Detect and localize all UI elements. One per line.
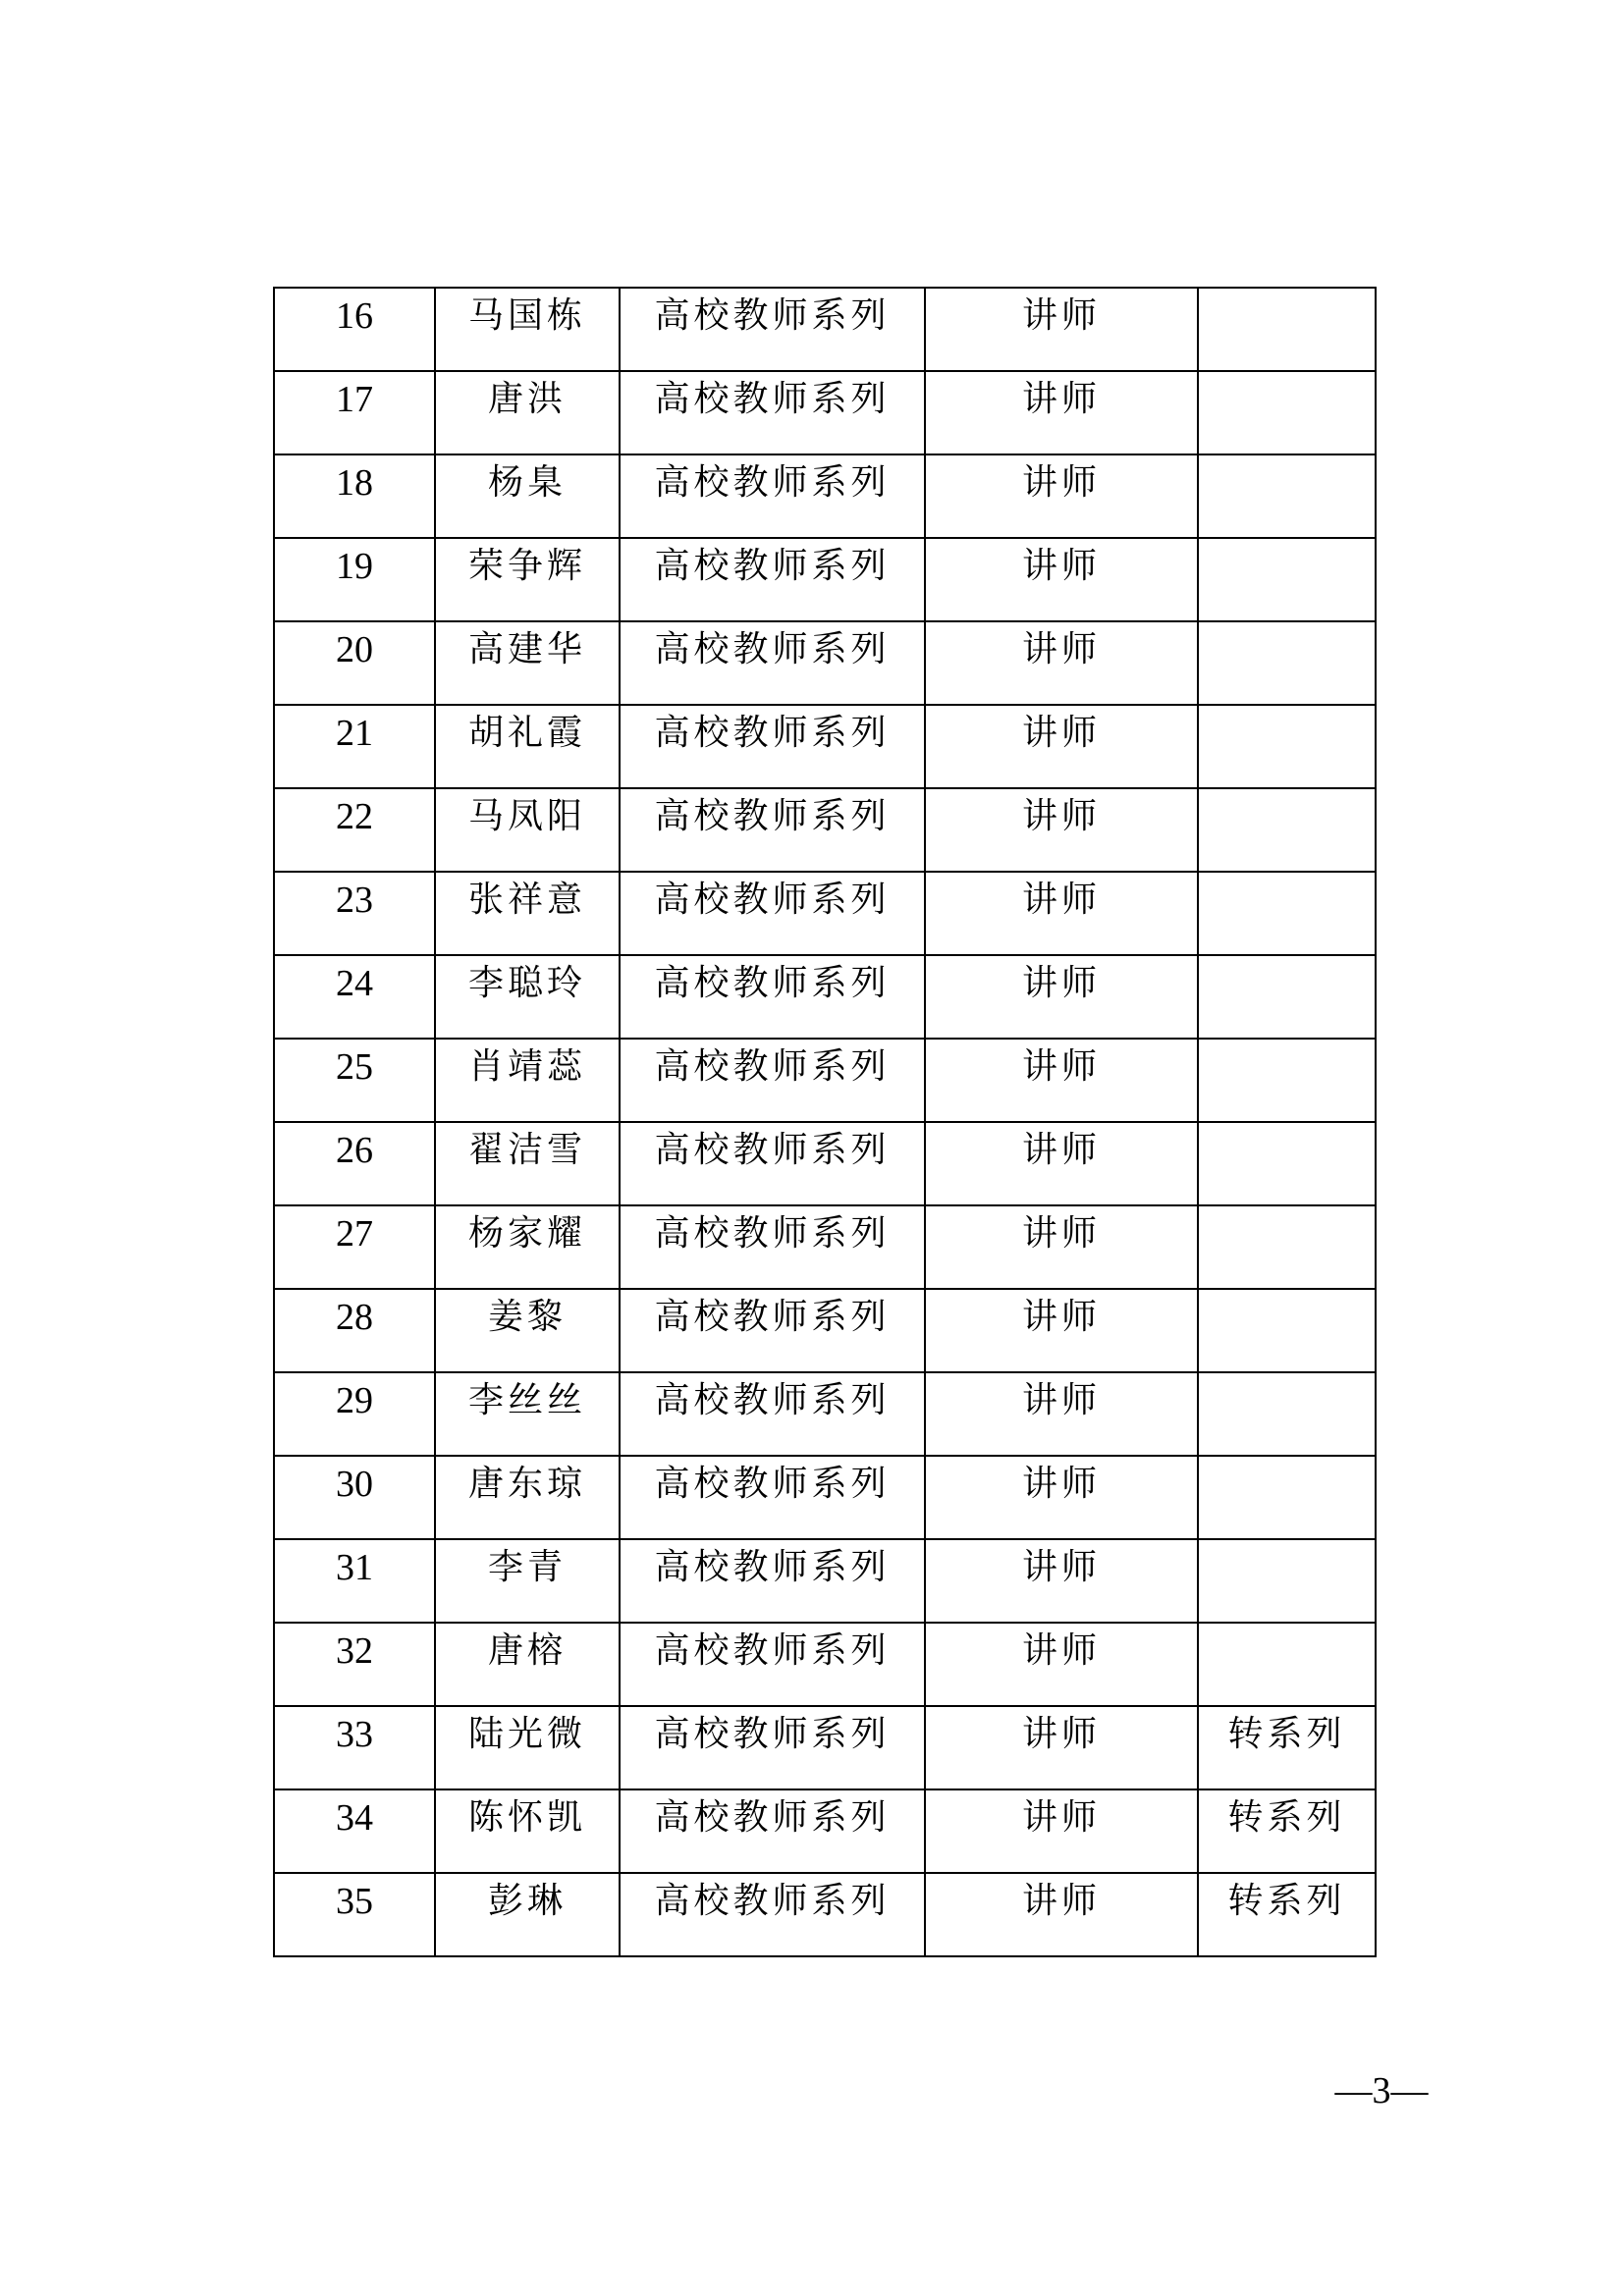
title-cell-text: 讲师 [1021,1380,1101,1420]
note-cell [1198,955,1376,1039]
title-cell [925,1122,1198,1205]
row-number-cell-text: 27 [336,1213,373,1255]
name-cell [435,371,620,454]
name-cell-text: 马国栋 [467,295,586,336]
table-row [274,1623,1376,1706]
series-cell [620,1623,925,1706]
series-cell [620,1372,925,1456]
series-cell-text: 高校教师系列 [654,1213,891,1254]
series-cell [620,538,925,621]
table-row [274,1122,1376,1205]
row-number-cell [274,872,435,955]
title-cell [925,1539,1198,1623]
title-cell [925,788,1198,872]
series-cell-text: 高校教师系列 [654,1464,891,1504]
table-row [274,1205,1376,1289]
row-number-cell [274,1456,435,1539]
series-cell [620,1122,925,1205]
title-cell-text: 讲师 [1021,1046,1101,1087]
note-cell [1198,371,1376,454]
row-number-cell [274,1205,435,1289]
title-cell [925,1039,1198,1122]
row-number-cell-text: 32 [336,1630,373,1672]
row-number-cell [274,1289,435,1372]
name-cell [435,1706,620,1789]
table-row [274,288,1376,371]
name-cell-text: 李丝丝 [467,1380,586,1420]
series-cell-text: 高校教师系列 [654,713,891,753]
note-cell [1198,1039,1376,1122]
title-cell-text: 讲师 [1021,546,1101,586]
name-cell [435,1623,620,1706]
row-number-cell-text: 19 [336,546,373,587]
row-number-cell-text: 18 [336,462,373,504]
name-cell-text: 胡礼霞 [467,713,586,753]
table-row [274,1706,1376,1789]
series-cell-text: 高校教师系列 [654,1881,891,1921]
row-number-cell [274,1706,435,1789]
series-cell [620,955,925,1039]
series-cell-text: 高校教师系列 [654,796,891,836]
title-cell-text: 讲师 [1021,1714,1101,1754]
title-cell [925,371,1198,454]
table-row [274,788,1376,872]
row-number-cell-text: 28 [336,1297,373,1338]
series-cell [620,1289,925,1372]
title-cell [925,1789,1198,1873]
title-cell [925,1372,1198,1456]
series-cell-text: 高校教师系列 [654,1547,891,1587]
title-cell-text: 讲师 [1021,713,1101,753]
table-row [274,1456,1376,1539]
table-row [274,371,1376,454]
series-cell [620,1039,925,1122]
table-row [274,538,1376,621]
series-cell-text: 高校教师系列 [654,1380,891,1420]
series-cell [620,1205,925,1289]
table-row [274,1873,1376,1956]
note-cell [1198,1372,1376,1456]
page-number: —3— [1334,2070,1429,2111]
title-cell [925,705,1198,788]
name-cell-text: 翟洁雪 [467,1130,586,1170]
title-cell-text: 讲师 [1021,1547,1101,1587]
note-cell [1198,288,1376,371]
name-cell [435,1789,620,1873]
note-cell [1198,1456,1376,1539]
row-number-cell [274,1539,435,1623]
name-cell [435,621,620,705]
note-cell-text: 转系列 [1227,1797,1346,1838]
series-cell-text: 高校教师系列 [654,1797,891,1838]
name-cell [435,454,620,538]
title-cell-text: 讲师 [1021,1130,1101,1170]
note-cell-text: 转系列 [1227,1714,1346,1754]
name-cell-text: 马凤阳 [467,796,586,836]
row-number-cell-text: 24 [336,963,373,1004]
row-number-cell [274,1122,435,1205]
note-cell [1198,705,1376,788]
name-cell [435,955,620,1039]
row-number-cell-text: 20 [336,629,373,670]
title-cell [925,1289,1198,1372]
row-number-cell [274,1873,435,1956]
title-cell-text: 讲师 [1021,796,1101,836]
name-cell-text: 李聪玲 [467,963,586,1003]
name-cell-text: 陈怀凯 [467,1797,586,1838]
name-cell-text: 唐洪 [487,379,567,419]
note-cell [1198,1789,1376,1873]
title-cell [925,538,1198,621]
note-cell [1198,621,1376,705]
name-cell [435,788,620,872]
title-cell-text: 讲师 [1021,295,1101,336]
series-cell-text: 高校教师系列 [654,1130,891,1170]
row-number-cell [274,705,435,788]
name-cell [435,1456,620,1539]
table-row [274,1789,1376,1873]
row-number-cell [274,1039,435,1122]
name-cell-text: 彭琳 [487,1881,567,1921]
series-cell-text: 高校教师系列 [654,1046,891,1087]
series-cell-text: 高校教师系列 [654,546,891,586]
table-row [274,872,1376,955]
title-cell [925,955,1198,1039]
row-number-cell [274,1623,435,1706]
title-cell-text: 讲师 [1021,629,1101,669]
note-cell-text: 转系列 [1227,1881,1346,1921]
row-number-cell-text: 34 [336,1797,373,1839]
name-cell [435,1289,620,1372]
note-cell [1198,1706,1376,1789]
series-cell [620,1789,925,1873]
title-cell-text: 讲师 [1021,1297,1101,1337]
title-cell-text: 讲师 [1021,1881,1101,1921]
series-cell-text: 高校教师系列 [654,462,891,503]
row-number-cell [274,371,435,454]
title-cell [925,1623,1198,1706]
note-cell [1198,1873,1376,1956]
table-row [274,1539,1376,1623]
name-cell-text: 肖靖蕊 [467,1046,586,1087]
row-number-cell [274,454,435,538]
series-cell-text: 高校教师系列 [654,1714,891,1754]
series-cell [620,1706,925,1789]
name-cell [435,872,620,955]
name-cell [435,538,620,621]
note-cell [1198,788,1376,872]
table-row [274,1289,1376,1372]
row-number-cell [274,1372,435,1456]
title-cell [925,1706,1198,1789]
series-cell-text: 高校教师系列 [654,963,891,1003]
name-cell [435,1873,620,1956]
row-number-cell [274,955,435,1039]
title-cell [925,1873,1198,1956]
series-cell [620,1456,925,1539]
table-body [274,288,1376,1956]
series-cell [620,872,925,955]
row-number-cell-text: 22 [336,796,373,837]
series-cell-text: 高校教师系列 [654,1630,891,1671]
series-cell [620,371,925,454]
series-cell [620,621,925,705]
note-cell [1198,872,1376,955]
name-cell [435,1372,620,1456]
title-cell-text: 讲师 [1021,880,1101,920]
series-cell [620,705,925,788]
row-number-cell-text: 25 [336,1046,373,1088]
series-cell [620,1873,925,1956]
table-row [274,1372,1376,1456]
name-cell-text: 杨家耀 [467,1213,586,1254]
title-cell-text: 讲师 [1021,462,1101,503]
name-cell [435,1205,620,1289]
row-number-cell-text: 17 [336,379,373,420]
note-cell [1198,1289,1376,1372]
series-cell-text: 高校教师系列 [654,629,891,669]
series-cell-text: 高校教师系列 [654,1297,891,1337]
series-cell [620,1539,925,1623]
name-cell [435,1122,620,1205]
table-row [274,705,1376,788]
series-cell-text: 高校教师系列 [654,880,891,920]
row-number-cell [274,288,435,371]
name-cell-text: 唐榕 [487,1630,567,1671]
title-cell [925,288,1198,371]
name-cell-text: 张祥意 [467,880,586,920]
title-cell-text: 讲师 [1021,1464,1101,1504]
title-cell [925,1205,1198,1289]
row-number-cell-text: 26 [336,1130,373,1171]
row-number-cell [274,788,435,872]
title-cell-text: 讲师 [1021,1630,1101,1671]
name-cell-text: 唐东琼 [467,1464,586,1504]
row-number-cell [274,538,435,621]
row-number-cell-text: 16 [336,295,373,337]
row-number-cell-text: 30 [336,1464,373,1505]
title-cell [925,872,1198,955]
note-cell [1198,1205,1376,1289]
name-cell-text: 荣争辉 [467,546,586,586]
note-cell [1198,1539,1376,1623]
row-number-cell [274,1789,435,1873]
title-cell-text: 讲师 [1021,379,1101,419]
title-cell-text: 讲师 [1021,1797,1101,1838]
table-row [274,955,1376,1039]
row-number-cell-text: 31 [336,1547,373,1588]
series-cell [620,454,925,538]
title-cell-text: 讲师 [1021,963,1101,1003]
name-cell [435,705,620,788]
name-cell [435,1539,620,1623]
note-cell [1198,538,1376,621]
row-number-cell-text: 29 [336,1380,373,1421]
name-cell [435,1039,620,1122]
staff-title-table [273,287,1377,1957]
note-cell [1198,1122,1376,1205]
name-cell-text: 杨臬 [487,462,567,503]
name-cell-text: 李青 [487,1547,567,1587]
series-cell [620,288,925,371]
name-cell-text: 姜黎 [487,1297,567,1337]
table-row [274,621,1376,705]
row-number-cell [274,621,435,705]
series-cell-text: 高校教师系列 [654,379,891,419]
name-cell [435,288,620,371]
series-cell [620,788,925,872]
table-row [274,1039,1376,1122]
title-cell-text: 讲师 [1021,1213,1101,1254]
title-cell [925,621,1198,705]
series-cell-text: 高校教师系列 [654,295,891,336]
note-cell [1198,1623,1376,1706]
row-number-cell-text: 23 [336,880,373,921]
title-cell [925,1456,1198,1539]
row-number-cell-text: 35 [336,1881,373,1922]
row-number-cell-text: 33 [336,1714,373,1755]
row-number-cell-text: 21 [336,713,373,754]
name-cell-text: 高建华 [467,629,586,669]
title-cell [925,454,1198,538]
name-cell-text: 陆光微 [467,1714,586,1754]
table-row [274,454,1376,538]
note-cell [1198,454,1376,538]
